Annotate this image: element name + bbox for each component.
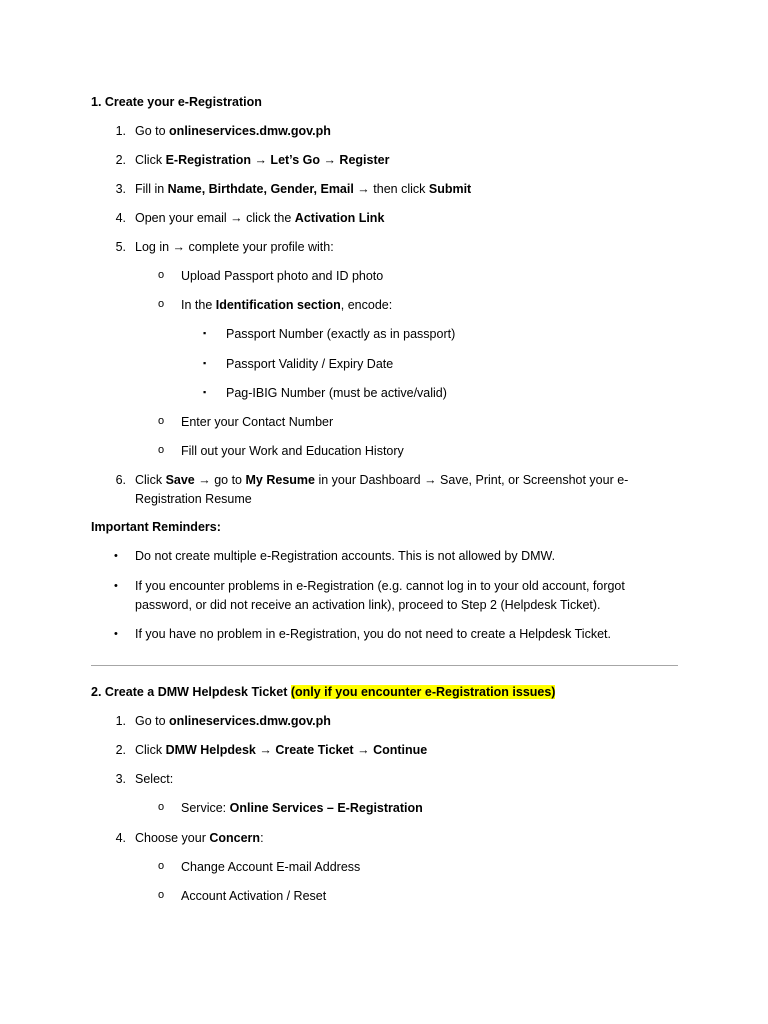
list-number: 3. — [115, 772, 126, 786]
circle-bullet-icon: o — [158, 860, 165, 872]
list-number: 2. — [115, 153, 126, 167]
circle-bullet-icon: o — [158, 444, 165, 456]
highlighted-note: (only if you encounter e-Registration issues) — [290, 685, 556, 699]
circle-bullet-icon: o — [158, 415, 165, 427]
circle-bullet-icon: o — [158, 269, 165, 281]
list-number: 1. — [115, 714, 126, 728]
circle-bullet-icon: o — [158, 889, 165, 901]
reminders-heading: Important Reminders: — [91, 520, 221, 534]
square-bullet-icon: ▪ — [203, 387, 207, 397]
list-number: 6. — [115, 473, 126, 487]
list-number: 3. — [115, 182, 126, 196]
square-bullet-icon: ▪ — [203, 328, 207, 338]
section-1-heading: 1. Create your e-Registration — [91, 95, 262, 109]
website-link: onlineservices.dmw.gov.ph — [169, 124, 331, 138]
bullet-icon: • — [114, 628, 118, 640]
bullet-icon: • — [114, 550, 118, 562]
list-number: 4. — [115, 831, 126, 845]
bullet-icon: • — [114, 580, 118, 592]
list-number: 1. — [115, 124, 126, 138]
list-number: 2. — [115, 743, 126, 757]
circle-bullet-icon: o — [158, 298, 165, 310]
section-2-heading: 2. Create a DMW Helpdesk Ticket (only if you encounter e-Registration issues) — [91, 685, 556, 699]
horizontal-divider — [91, 665, 678, 666]
website-link: onlineservices.dmw.gov.ph — [169, 714, 331, 728]
list-number: 4. — [115, 211, 126, 225]
list-number: 5. — [115, 240, 126, 254]
circle-bullet-icon: o — [158, 801, 165, 813]
square-bullet-icon: ▪ — [203, 358, 207, 368]
